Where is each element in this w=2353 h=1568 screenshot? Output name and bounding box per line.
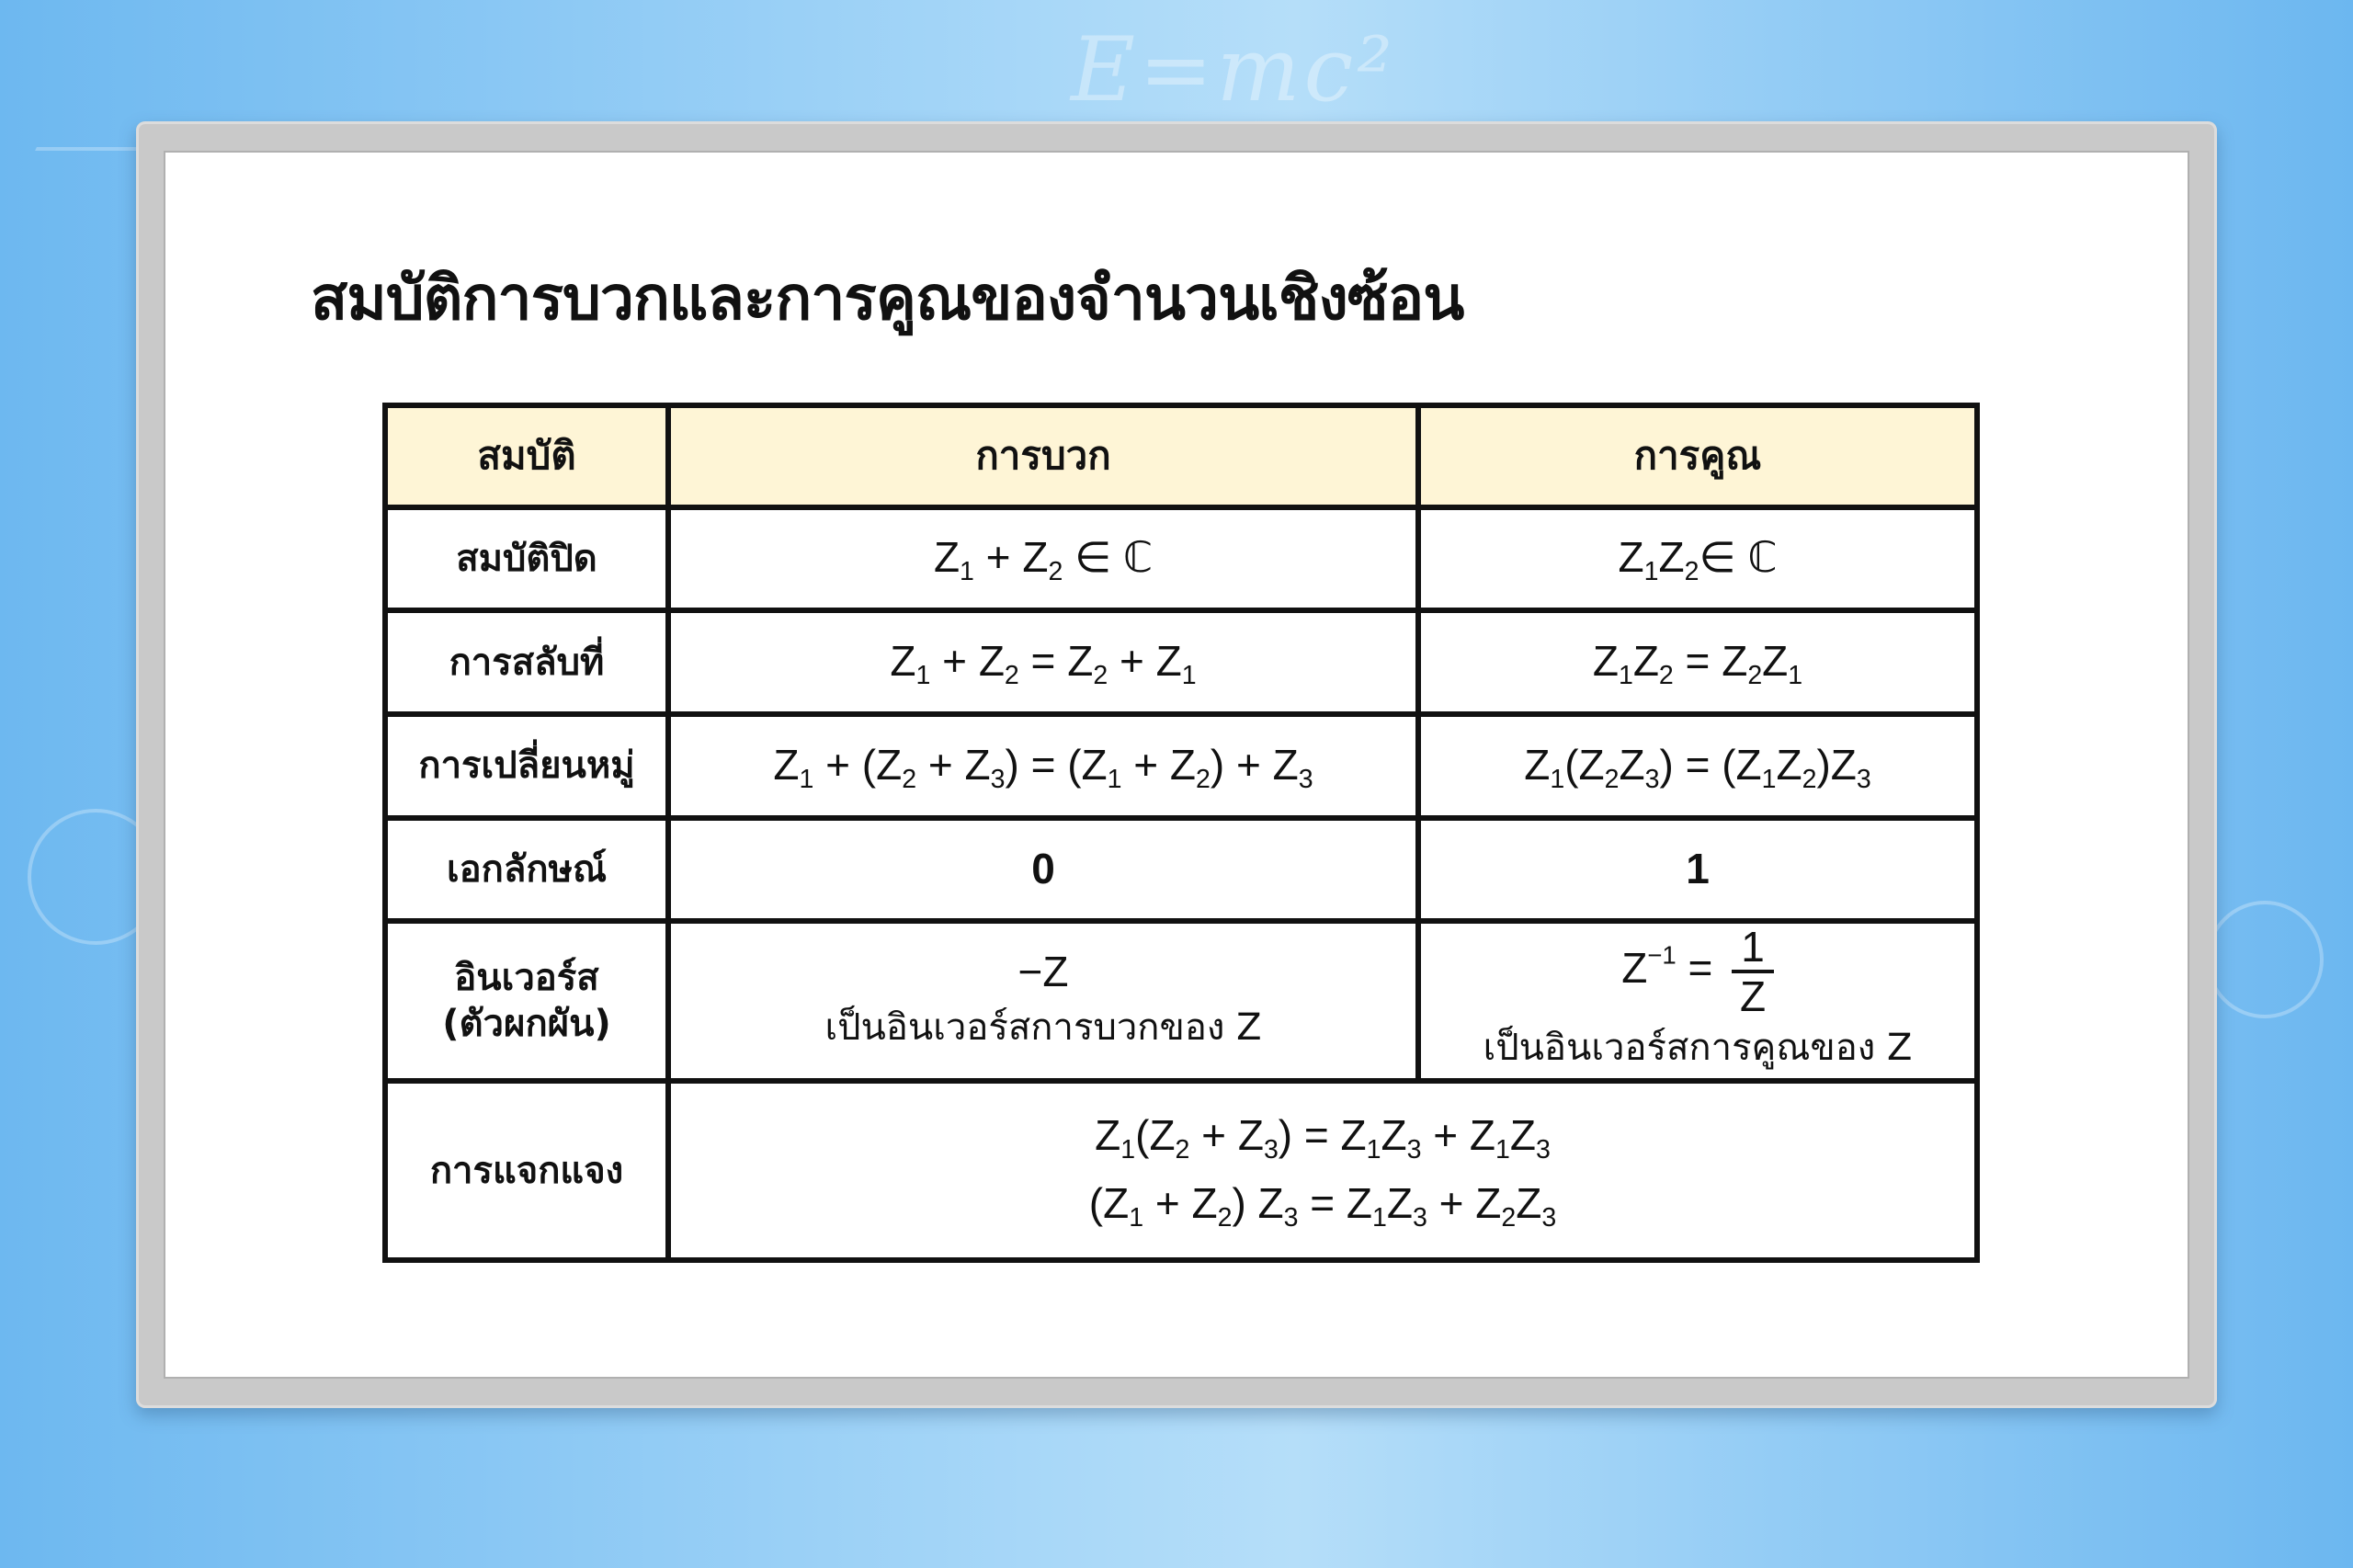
distributive-formula-left: $Z_1(Z_2 + Z_3) = Z_1Z_3 + Z_1Z_3$ — [1095, 1111, 1551, 1165]
background-doodle-formula: E=mc² — [1071, 18, 1396, 121]
header-addition: การบวก — [668, 405, 1418, 507]
whiteboard-frame — [136, 121, 2217, 1408]
row-label-associative: การเปลี่ยนหมู่ — [385, 714, 668, 818]
closure-multiplication-formula: $Z_1Z_2\in$ ℂ — [1418, 507, 1977, 611]
properties-table — [382, 403, 1980, 1263]
table-header-row — [385, 405, 1977, 507]
table-row — [385, 714, 1977, 818]
inverse-addition-cell — [668, 921, 1418, 1081]
inverse-multiplication-formula: $Z^{-1}$ = $\frac{1}{Z}$ — [1421, 926, 1974, 1017]
commutative-multiplication-formula: $Z_1Z_2 = Z_2Z_1$ — [1418, 610, 1977, 714]
row-label-distributive: การแจกแจง — [385, 1081, 668, 1260]
fraction: $\frac{1}{Z}$ — [1732, 926, 1774, 1017]
row-label-closure: สมบัติปิด — [385, 507, 668, 611]
identity-addition-value: 0 — [668, 818, 1418, 922]
distributive-formula-right: $(Z_1 + Z_2) Z_3 = Z_1Z_3 + Z_2Z_3$ — [1088, 1178, 1557, 1233]
table-row — [385, 610, 1977, 714]
commutative-addition-formula: $Z_1 + Z_2 = Z_2 + Z_1$ — [668, 610, 1418, 714]
row-label-commutative: การสลับที่ — [385, 610, 668, 714]
associative-addition-formula: $Z_1 + (Z_2 + Z_3) = (Z_1 + Z_2) + Z_3$ — [668, 714, 1418, 818]
inverse-multiplication-caption: เป็นอินเวอร์สการคูณของ Z — [1483, 1027, 1913, 1070]
inverse-multiplication-cell — [1418, 921, 1977, 1081]
table-row — [385, 818, 1977, 922]
whiteboard — [164, 151, 2189, 1379]
inverse-addition-value: −Z — [1017, 947, 1069, 995]
header-property: สมบัติ — [385, 405, 668, 507]
identity-multiplication-value: 1 — [1418, 818, 1977, 922]
row-label-identity: เอกลักษณ์ — [385, 818, 668, 922]
table-row — [385, 1081, 1977, 1260]
row-label-inverse — [385, 921, 668, 1081]
header-multiplication: การคูณ — [1418, 405, 1977, 507]
table-row — [385, 921, 1977, 1081]
distributive-formulas — [668, 1081, 1977, 1260]
inverse-label-line2: (ตัวผกผัน) — [442, 1003, 611, 1046]
table-row — [385, 507, 1977, 611]
inverse-addition-caption: เป็นอินเวอร์สการบวกของ Z — [824, 1006, 1262, 1049]
associative-multiplication-formula: $Z_1(Z_2Z_3) = (Z_1Z_2)Z_3$ — [1418, 714, 1977, 818]
page-title: สมบัติการบวกและการคูณของจำนวนเชิงซ้อน — [311, 263, 1464, 334]
inverse-label-line1: อินเวอร์ส — [454, 957, 599, 1000]
closure-addition-formula: $Z_1 + Z_2$ ∈ ℂ — [668, 507, 1418, 611]
background-doodle-circle — [2206, 901, 2324, 1018]
